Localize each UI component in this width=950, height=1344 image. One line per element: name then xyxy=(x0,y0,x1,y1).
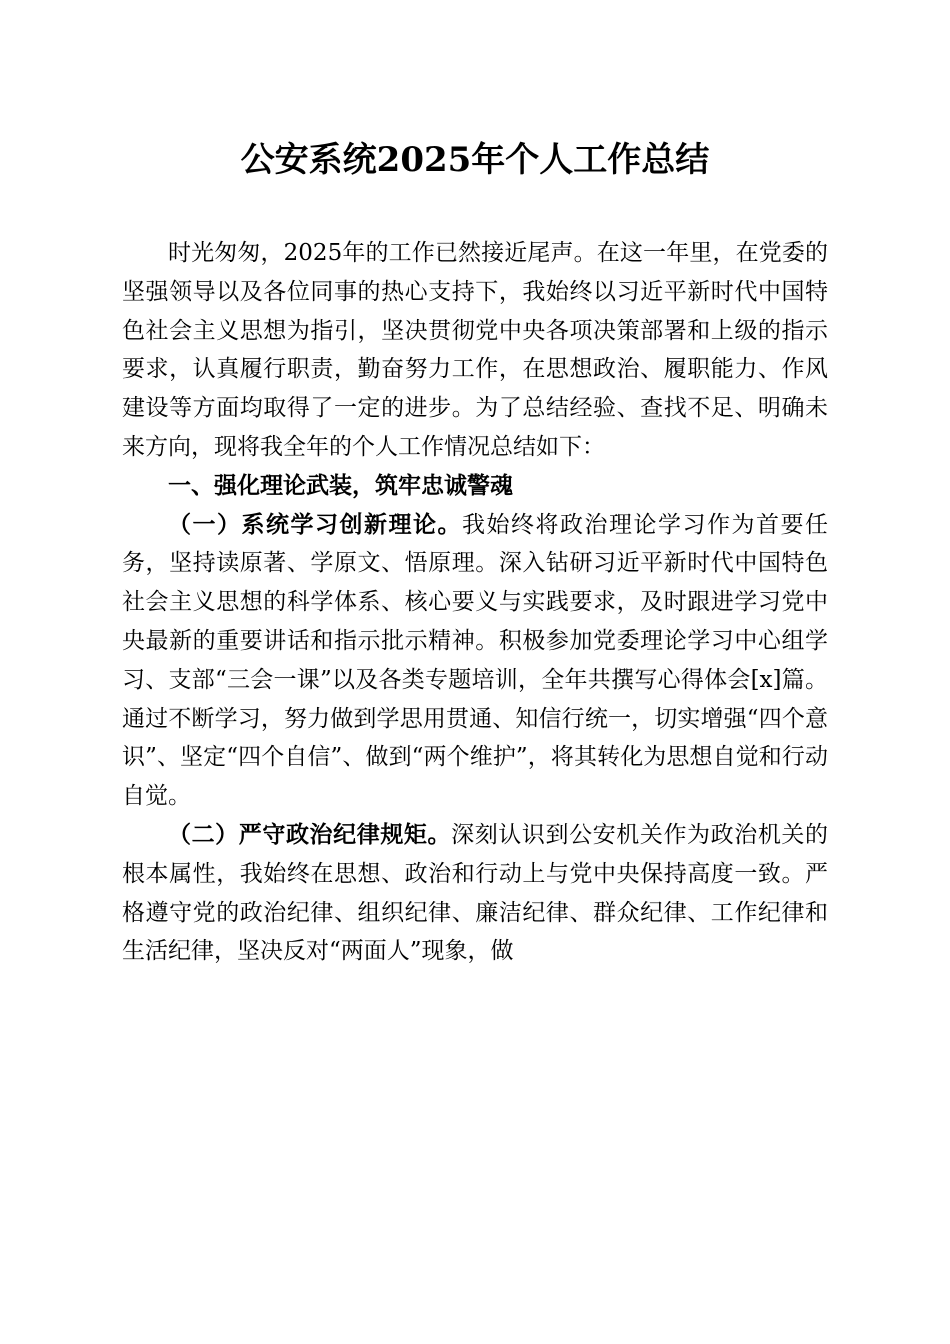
document-body xyxy=(122,234,828,971)
section-1-item-1 xyxy=(122,506,828,816)
document-title: 公安系统2025年个人工作总结 xyxy=(240,140,710,180)
section-1-item-2-text: 深刻认识到公安机关作为政治机关的根本属性，我始终在思想、政治和行动上与党中央保持高度一致。严格遵守党的政治纪律、组织纪律、廉洁纪律、群众纪律、工作纪律和生活纪律，坚决反对“两面人”现象，做 xyxy=(122,821,829,965)
intro-paragraph: 时光匆匆，2025年的工作已然接近尾声。在这一年里，在党委的坚强领导以及各位同事的热心支持下，我始终以习近平新时代中国特色社会主义思想为指引，坚决贯彻党中央各项决策部署和上级的指示要求，认真履行职责，勤奋努力工作，在思想政治、履职能力、作风建设等方面均取得了一定的进步。为了总结经验、查找不足、明确未来方向，现将我全年的个人工作情况总结如下： xyxy=(122,240,828,460)
section-1-heading: 一、强化理论武装，筑牢忠诚警魂 xyxy=(168,472,513,499)
section-1-item-2-lead: （二）严守政治纪律规矩。 xyxy=(168,820,452,848)
section-1-item-1-lead: （一）系统学习创新理论。 xyxy=(168,510,462,538)
section-1-item-1-text: 我始终将政治理论学习作为首要任务，坚持读原著、学原文、悟原理。深入钻研习近平新时代中国特色社会主义思想的科学体系、核心要义与实践要求，及时跟进学习党中央最新的重要讲话和指示批示精神。积极参加党委理论学习中心组学习、支部“三会一课”以及各类专题培训，全年共撰写心得体会[x]篇。通过不断学习，努力做到学思用贯通、知信行统一，切实增强“四个意识”、坚定“四个自信”、做到“两个维护”，将其转化为思想自觉和行动自觉。 xyxy=(122,511,828,810)
section-1-item-2 xyxy=(122,816,828,971)
